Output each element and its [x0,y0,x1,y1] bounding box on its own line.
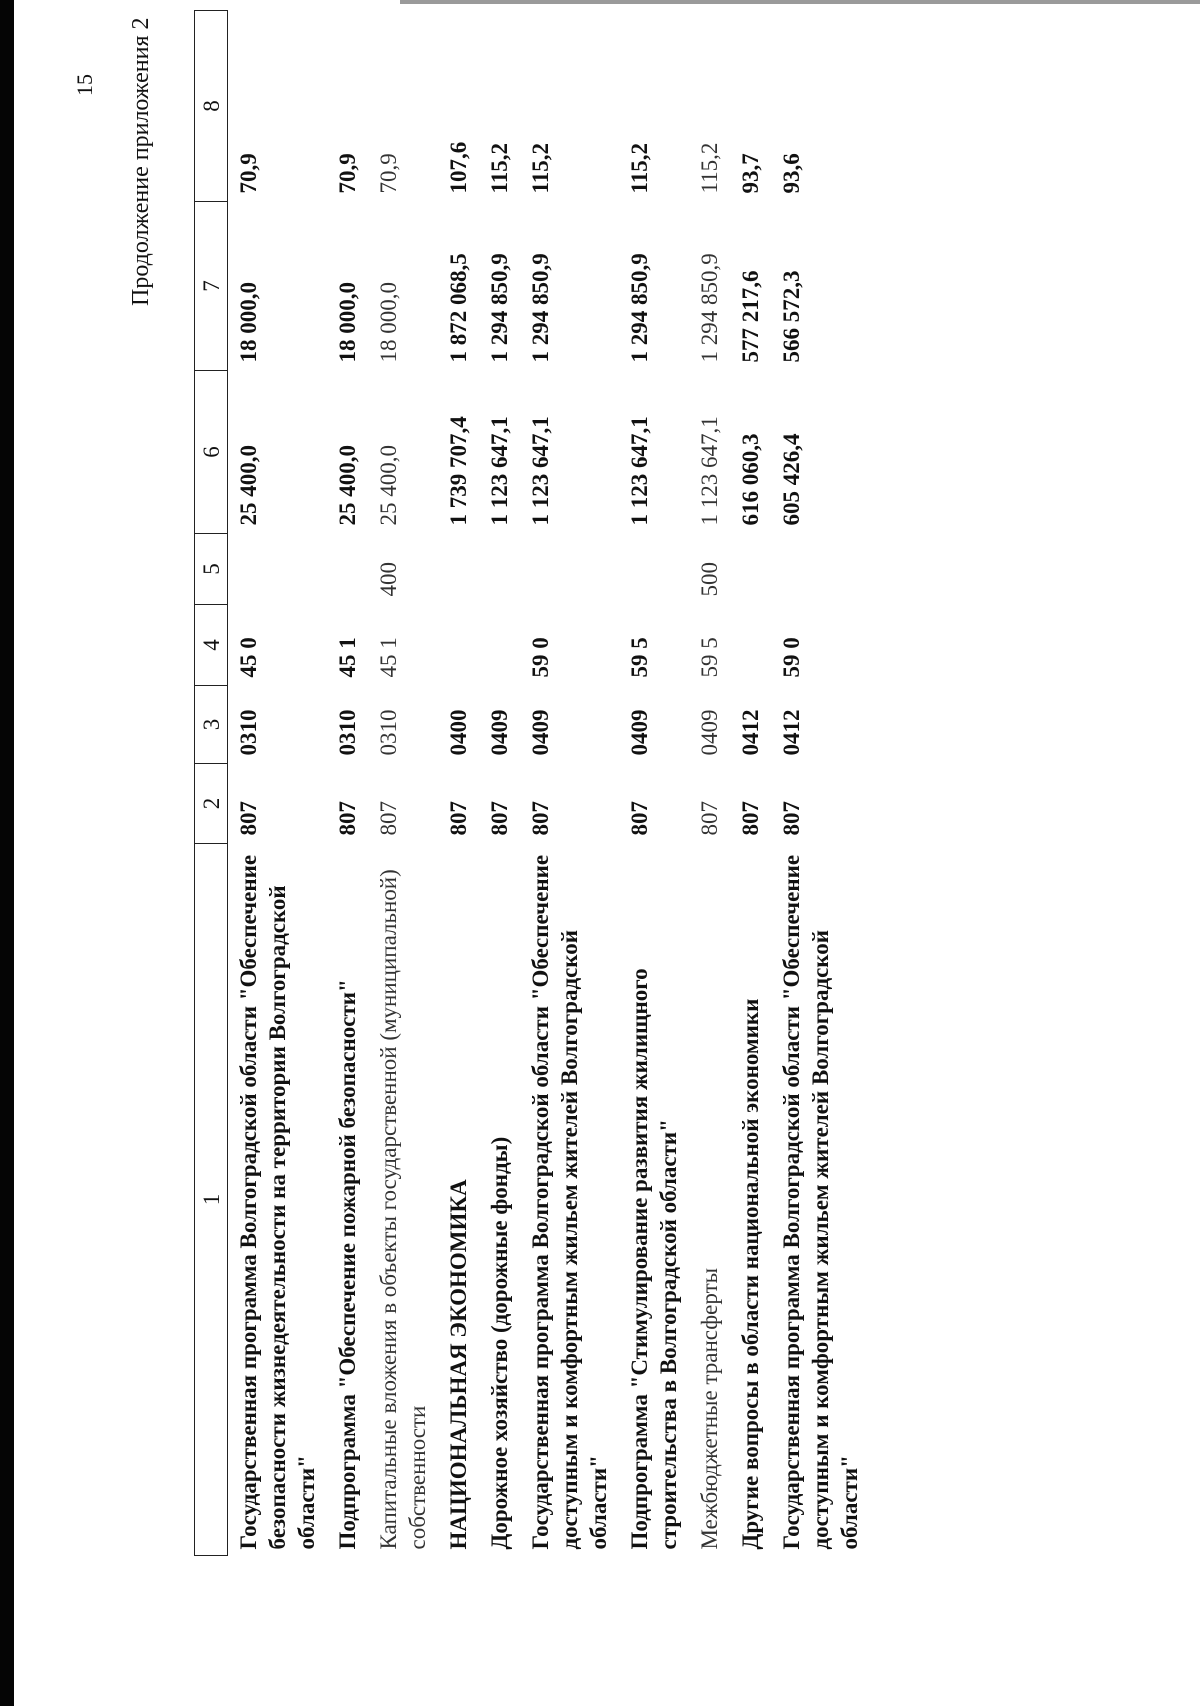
row-value-8: 115,2 [697,142,722,194]
row-code-5 [479,534,520,605]
row-value-6: 616 060,3 [738,433,763,526]
row-code-4 [438,605,479,686]
row-code-4: 59 5 [627,637,652,678]
row-code-2: 807 [528,801,553,836]
row-value-7: 1 294 850,9 [528,253,553,363]
row-code-4: 45 1 [376,637,401,678]
row-code-2: 807 [627,801,652,836]
row-value-6: 1 123 647,1 [528,416,553,526]
row-code-2: 807 [779,801,804,836]
row-code-4 [479,605,520,686]
appendix-caption: Продолжение приложения 2 [128,17,154,306]
row-code-3: 0310 [376,709,401,756]
row-value-7: 577 217,6 [738,270,763,363]
row-value-6: 1 123 647,1 [627,416,652,526]
row-code-3: 0412 [779,709,804,756]
row-value-7: 1 294 850,9 [697,253,722,363]
row-code-5 [771,534,870,605]
budget-table [194,10,870,1556]
table-row [438,11,479,1556]
row-code-5 [520,534,619,605]
row-value-7: 1 872 068,5 [446,253,471,363]
row-code-3: 0412 [738,709,763,756]
header-row [195,11,228,1556]
row-value-7: 566 572,3 [779,270,804,363]
row-code-4 [730,605,771,686]
row-value-7: 18 000,0 [376,282,401,363]
row-name: Межбюджетные трансферты [697,1267,722,1550]
row-value-8: 70,9 [376,153,401,194]
row-code-3: 0310 [236,709,261,756]
col-header-2: 2 [195,764,228,844]
row-code-3: 0400 [446,709,471,756]
row-code-3: 0409 [627,709,652,756]
row-code-3: 0409 [528,709,553,756]
row-name: Капитальные вложения в объекты государственной (муниципальной) собственности [376,869,430,1550]
table-row [520,11,619,1556]
row-code-4: 45 1 [335,637,360,678]
row-code-5: 400 [376,562,401,597]
row-name: Другие вопросы в области национальной экономики [738,998,763,1550]
col-header-7: 7 [195,202,228,371]
row-value-8: 70,9 [335,153,360,194]
row-name: Подпрограмма "Обеспечение пожарной безопасности" [335,979,360,1550]
row-code-2: 807 [487,801,512,836]
row-code-5 [327,534,368,605]
row-value-7: 1 294 850,9 [627,253,652,363]
row-code-2: 807 [738,801,763,836]
row-value-8: 70,9 [236,153,261,194]
row-code-2: 807 [697,801,722,836]
row-value-8: 93,7 [738,153,763,194]
table-row [689,11,730,1556]
row-code-3: 0409 [697,709,722,756]
row-value-7: 1 294 850,9 [487,253,512,363]
table-row [327,11,368,1556]
row-code-2: 807 [376,801,401,836]
row-value-8: 115,2 [487,143,512,194]
table-row [619,11,689,1556]
row-name: Государственная программа Волгоградской области "Обеспечение доступным и комфортным жильем жителей Волгоградской области" [528,854,611,1550]
row-value-6: 605 426,4 [779,433,804,526]
col-header-8: 8 [195,11,228,202]
row-value-6: 1 123 647,1 [487,416,512,526]
table-row [479,11,520,1556]
row-code-3: 0409 [487,709,512,756]
row-value-6: 25 400,0 [236,445,261,526]
row-name: Дорожное хозяйство (дорожные фонды) [487,1136,512,1550]
row-name: Государственная программа Волгоградской области "Обеспечение доступным и комфортным жильем жителей Волгоградской области" [779,854,862,1550]
row-value-7: 18 000,0 [236,282,261,363]
col-header-1: 1 [195,844,228,1556]
row-value-8: 115,2 [528,143,553,194]
col-header-5: 5 [195,534,228,605]
row-code-4: 59 5 [697,637,722,678]
row-value-8: 107,6 [446,141,471,194]
table-row [228,11,328,1556]
col-header-3: 3 [195,686,228,764]
col-header-6: 6 [195,371,228,534]
row-value-7: 18 000,0 [335,282,360,363]
row-value-8: 93,6 [779,153,804,194]
row-code-4: 45 0 [236,637,261,678]
row-code-4: 59 0 [779,637,804,678]
row-code-5: 500 [697,562,722,597]
row-name: Государственная программа Волгоградской области "Обеспечение безопасности жизнедеятельности на территории Волгоградской области" [236,854,319,1550]
row-code-5 [619,534,689,605]
row-name: Подпрограмма "Стимулирование развития жилищного строительства в Волгоградской области" [627,968,681,1550]
page-number: 15 [72,74,97,96]
table-row [730,11,771,1556]
row-code-2: 807 [335,801,360,836]
row-value-6: 1 123 647,1 [697,416,722,526]
table-row [771,11,870,1556]
row-code-5 [228,534,328,605]
row-code-4: 59 0 [528,637,553,678]
row-code-3: 0310 [335,709,360,756]
row-code-5 [730,534,771,605]
table-row [368,11,438,1556]
row-code-5 [438,534,479,605]
row-value-6: 25 400,0 [376,445,401,526]
row-value-8: 115,2 [627,143,652,194]
row-value-6: 1 739 707,4 [446,416,471,526]
row-value-6: 25 400,0 [335,445,360,526]
col-header-4: 4 [195,605,228,686]
row-code-2: 807 [446,801,471,836]
row-code-2: 807 [236,801,261,836]
row-name: НАЦИОНАЛЬНАЯ ЭКОНОМИКА [446,1179,471,1550]
